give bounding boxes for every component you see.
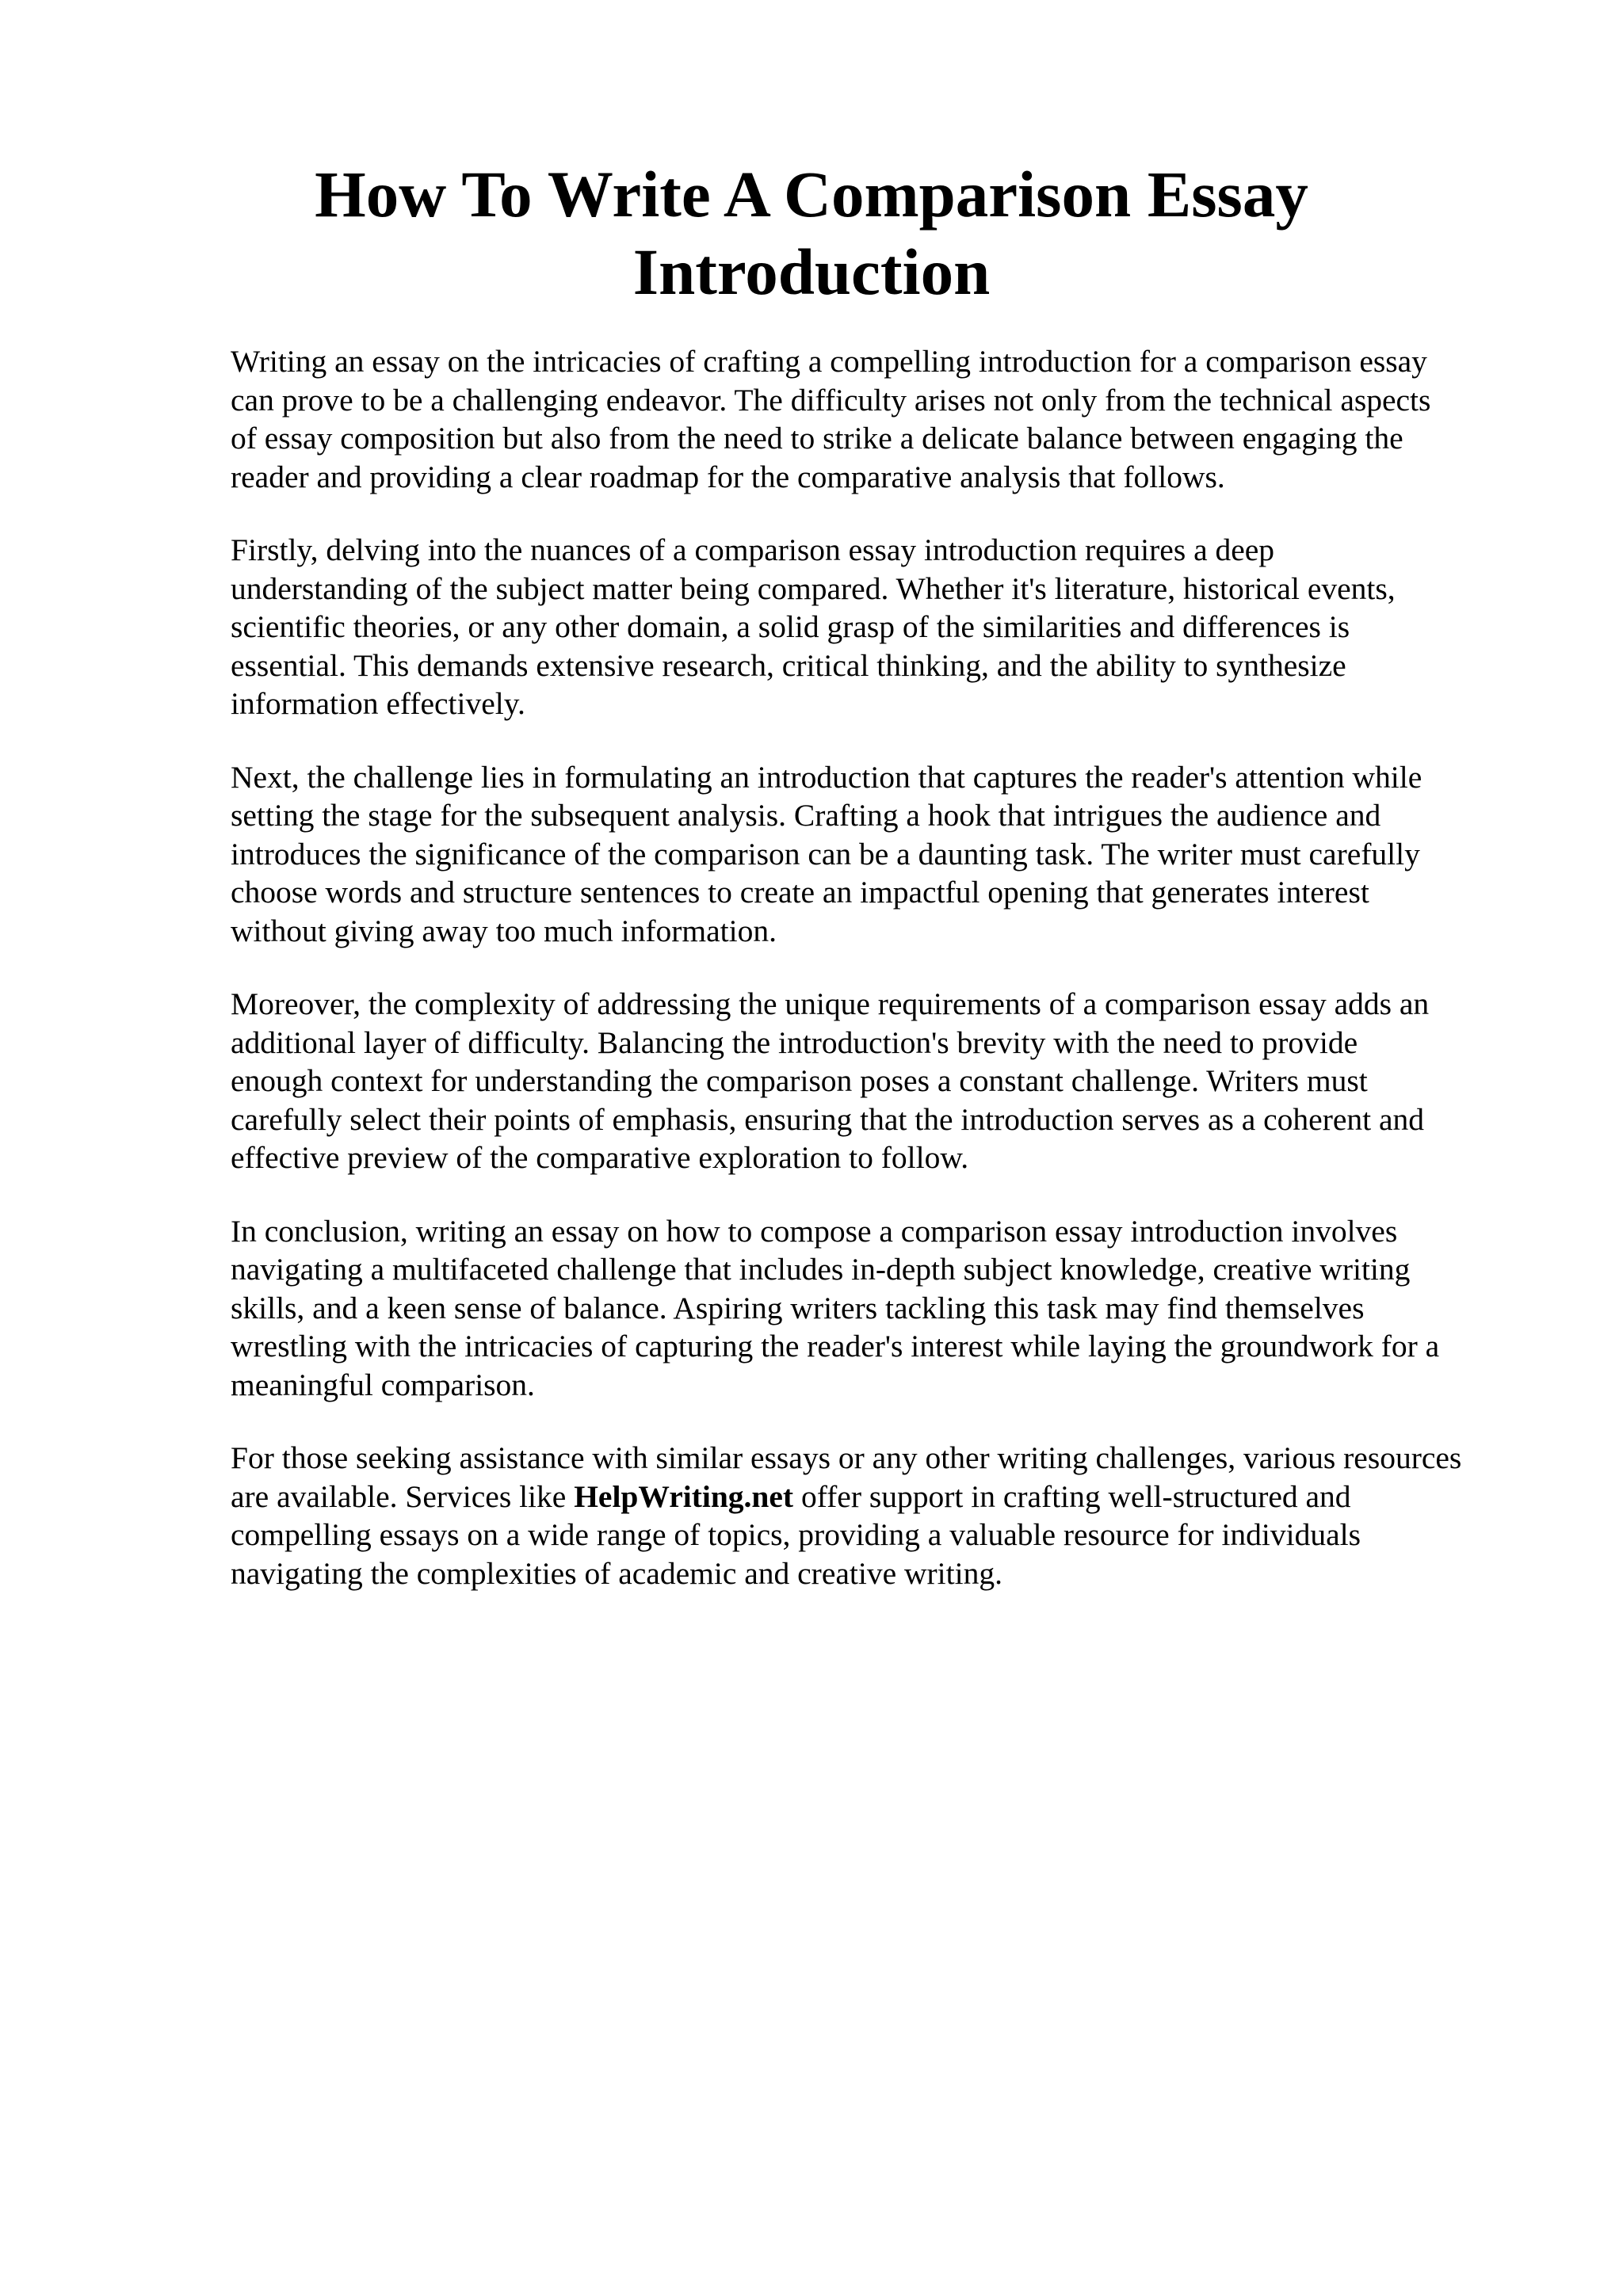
text-line (231, 1478, 1562, 1516)
text-line: without giving away too much information. (231, 913, 777, 948)
text-line: introduces the significance of the comparison can be a daunting task. The writer must carefully (231, 836, 1420, 871)
text-line: can prove to be a challenging endeavor. The difficulty arises not only from the technical aspects (231, 382, 1431, 418)
text-line: understanding of the subject matter being compared. Whether it's literature, historical events, (231, 570, 1396, 606)
text-line: For those seeking assistance with similar essays or any other writing challenges, various resources (231, 1440, 1462, 1475)
text-line: effective preview of the comparative exploration to follow. (231, 1140, 969, 1175)
essay-body (231, 342, 1562, 1627)
text-line: of essay composition but also from the need to strike a delicate balance between engaging the (231, 421, 1403, 456)
text-line: enough context for understanding the comparison poses a constant challenge. Writers must (231, 1063, 1368, 1098)
paragraph-1 (231, 342, 1562, 496)
text-line: compelling essays on a wide range of topics, providing a valuable resource for individuals (231, 1517, 1361, 1552)
title-line: How To Write A Comparison Essay (315, 158, 1308, 231)
text-line: carefully select their points of emphasis, ensuring that the introduction serves as a coherent and (231, 1101, 1425, 1137)
paragraph-2 (231, 531, 1562, 723)
paragraph-5 (231, 1212, 1562, 1405)
text-line: navigating the complexities of academic and creative writing. (231, 1555, 1002, 1591)
text-line: Writing an essay on the intricacies of crafting a compelling introduction for a comparison essay (231, 344, 1427, 379)
text-line: skills, and a keen sense of balance. Aspiring writers tackling this task may find themselves (231, 1290, 1365, 1325)
paragraph-4 (231, 985, 1562, 1177)
text-line: setting the stage for the subsequent analysis. Crafting a hook that intrigues the audience and (231, 798, 1381, 833)
paragraph-3 (231, 758, 1562, 951)
text-segment: offer support in crafting well-structured and (793, 1478, 1351, 1514)
text-line: additional layer of difficulty. Balancing the introduction's brevity with the need to provide (231, 1024, 1358, 1060)
text-line: reader and providing a clear roadmap for the comparative analysis that follows. (231, 459, 1225, 494)
text-line: scientific theories, or any other domain, a solid grasp of the similarities and differences is (231, 609, 1350, 644)
text-line: wrestling with the intricacies of capturing the reader's interest while laying the groundwork for a (231, 1329, 1440, 1363)
text-line: information effectively. (231, 686, 525, 721)
text-line: In conclusion, writing an essay on how to compose a comparison essay introduction involves (231, 1213, 1398, 1249)
text-line: Firstly, delving into the nuances of a comparison essay introduction requires a deep (231, 532, 1275, 567)
brand-name: HelpWriting.net (574, 1478, 794, 1514)
title-line: Introduction (632, 235, 991, 308)
text-segment: are available. Services like (231, 1478, 575, 1514)
page-title (0, 155, 1623, 311)
text-line: choose words and structure sentences to create an impactful opening that generates interest (231, 875, 1369, 910)
text-line: Next, the challenge lies in formulating an introduction that captures the reader's attention while (231, 759, 1423, 795)
text-line: navigating a multifaceted challenge that includes in-depth subject knowledge, creative writing (231, 1252, 1411, 1287)
paragraph-6 (231, 1439, 1562, 1592)
text-line: Moreover, the complexity of addressing the unique requirements of a comparison essay adds an (231, 986, 1430, 1021)
text-line: meaningful comparison. (231, 1367, 535, 1402)
text-line: essential. This demands extensive research, critical thinking, and the ability to synthesize (231, 647, 1346, 683)
